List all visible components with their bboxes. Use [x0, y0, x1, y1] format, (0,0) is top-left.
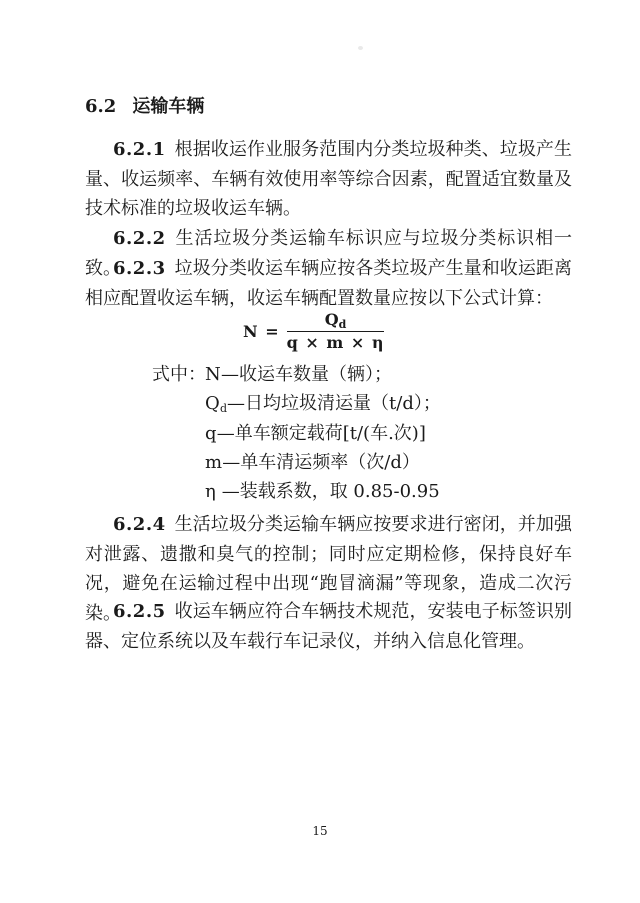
paragraph-6-2-3 — [85, 254, 572, 313]
paragraph-number: 6.2.2 — [113, 228, 166, 249]
paragraph-6-2-1 — [85, 135, 572, 224]
variable-description: —装载系数，取 0.85-0.95 — [215, 481, 440, 503]
legend-item-q — [85, 419, 572, 448]
formula-fraction — [287, 312, 385, 351]
paragraph-text: 生活垃圾分类运输车标识应与垃圾分类标识相一致。 — [85, 228, 572, 279]
paragraph-text: 根据收运作业服务范围内分类垃圾种类、垃圾产生量、收运频率、车辆有效使用率等综合因素，配置适宜数量及技术标准的垃圾收运车辆。 — [85, 139, 572, 219]
variable-description: —单车额定载荷[t/(车.次)] — [216, 422, 426, 444]
variable-symbol: N — [205, 364, 221, 385]
paragraph-number: 6.2.3 — [113, 258, 166, 279]
variable-symbol: q — [205, 422, 217, 444]
variable-symbol: Q — [205, 393, 220, 415]
legend-item-Qd — [85, 389, 572, 418]
variable-symbol: m — [205, 451, 223, 473]
variable-symbol: η — [205, 481, 216, 503]
variable-description: —日均垃圾清运量（t/d）； — [227, 393, 441, 415]
paragraph-number: 6.2.4 — [113, 514, 166, 535]
heading-number: 6.2 — [85, 96, 117, 117]
paragraph-number: 6.2.5 — [113, 601, 166, 622]
vehicle-count-formula — [243, 312, 384, 351]
paragraph-number: 6.2.1 — [113, 139, 166, 160]
legend-item-eta — [85, 477, 572, 506]
numerator-base: Q — [324, 310, 339, 329]
numerator-subscript: d — [338, 318, 347, 331]
paragraph-6-2-5 — [85, 597, 572, 656]
formula-legend — [85, 360, 572, 506]
paragraph-text: 收运车辆应符合车辆技术规范，安装电子标签识别器、定位系统以及车载行车记录仪，并纳入信息化管理。 — [85, 601, 572, 652]
heading-title: 运输车辆 — [132, 96, 205, 117]
section-heading — [85, 92, 572, 122]
legend-label: 式中： — [152, 364, 206, 385]
page-number: 15 — [312, 824, 328, 838]
paragraph-text: 生活垃圾分类运输车辆应按要求进行密闭，并加强对泄露、遗撒和臭气的控制；同时应定期检修，保持良好车况，避免在运输过程中出现“跑冒滴漏”等现象，造成二次污染。 — [85, 514, 572, 624]
formula-denominator: q × m × η — [286, 333, 385, 352]
variable-description: —收运车数量（辆）； — [220, 364, 392, 385]
scan-artifact — [358, 46, 363, 50]
paragraph-text: 垃圾分类收运车辆应按各类垃圾产生量和收运距离相应配置收运车辆，收运车辆配置数量应按以下公式计算： — [85, 258, 572, 309]
legend-item-m — [85, 448, 572, 477]
variable-subscript: d — [219, 402, 228, 416]
formula-numerator — [287, 312, 385, 332]
formula-lhs: N = — [243, 321, 280, 341]
variable-description: —单车清运频率（次/d） — [222, 451, 420, 473]
